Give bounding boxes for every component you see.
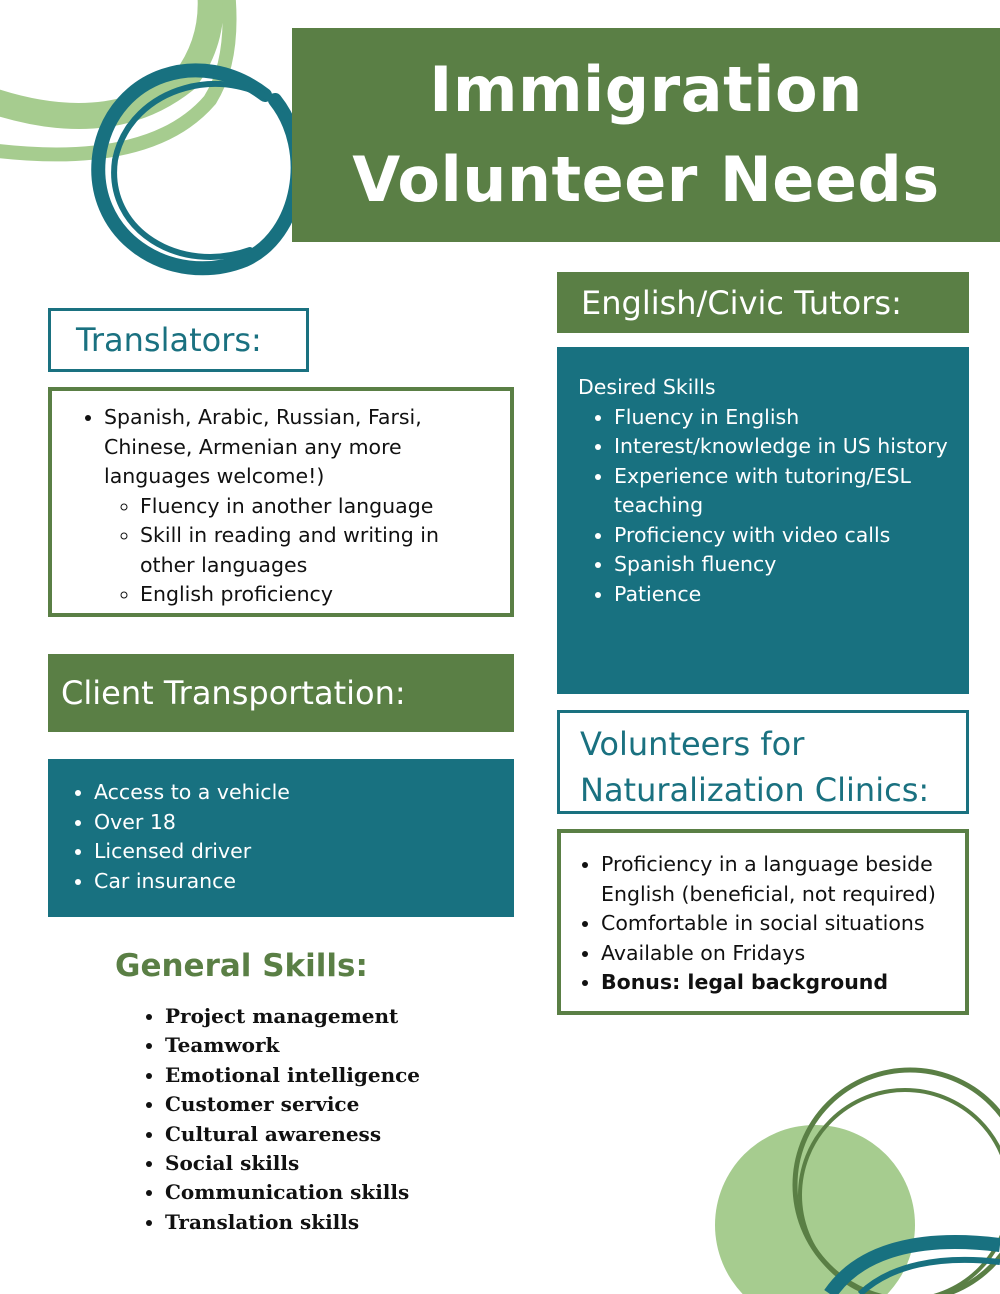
general-skill-item: • Cultural awareness <box>165 1120 420 1149</box>
general-skill-item: • Emotional intelligence <box>165 1061 420 1090</box>
clinics-heading-line-2: Naturalization Clinics: <box>580 771 930 809</box>
general-skills-heading: General Skills: <box>115 948 368 984</box>
transportation-heading: Client Transportation: <box>61 674 406 712</box>
tutors-item: • Experience with tutoring/ESL teaching <box>614 462 949 521</box>
tutors-heading: English/Civic Tutors: <box>581 283 902 322</box>
clinics-item: • Available on Fridays <box>601 939 953 969</box>
clinics-item: • Comfortable in social situations <box>601 909 953 939</box>
translators-box <box>48 387 514 617</box>
title-banner <box>292 28 1000 242</box>
translators-subitem: ◦ Skill in reading and writing in other languages <box>140 521 490 580</box>
clinics-item: • Proficiency in a language beside English (beneficial, not required) <box>601 850 953 909</box>
tutors-item: • Interest/knowledge in US history <box>614 432 949 462</box>
light-green-circle-decoration <box>715 1125 915 1294</box>
transportation-item: • Over 18 <box>94 808 494 838</box>
general-skills-list <box>140 1002 420 1237</box>
tutors-intro: Desired Skills <box>578 375 716 399</box>
tutors-box <box>557 347 969 694</box>
teal-circle-decoration <box>98 70 297 268</box>
title-line-2: Volunteer Needs <box>352 143 940 216</box>
title-line-1: Immigration <box>429 53 863 126</box>
translators-languages-item: • Spanish, Arabic, Russian, Farsi, Chinese, Armenian any more languages welcome!) ◦ Fluency in another language ◦ Skill in reading and writing in other languages ◦ English proficiency <box>104 403 490 610</box>
transportation-item: • Car insurance <box>94 867 494 897</box>
light-green-arc-decoration <box>0 0 211 116</box>
general-skill-item: • Social skills <box>165 1149 420 1178</box>
translators-subitem: ◦ English proficiency <box>140 580 490 610</box>
translators-header <box>48 308 309 372</box>
general-skill-item: • Teamwork <box>165 1031 420 1060</box>
translators-heading: Translators: <box>76 321 262 359</box>
clinics-bonus-item: • Bonus: legal background <box>601 968 953 998</box>
tutors-item: • Proficiency with video calls <box>614 521 949 551</box>
transportation-box <box>48 759 514 917</box>
general-skill-item: • Customer service <box>165 1090 420 1119</box>
transportation-item: • Access to a vehicle <box>94 778 494 808</box>
transportation-header <box>48 654 514 732</box>
green-ring-decoration <box>795 1070 1000 1294</box>
tutors-header <box>557 272 969 333</box>
tutors-item: • Spanish fluency <box>614 550 949 580</box>
tutors-item: • Patience <box>614 580 949 610</box>
general-skill-item: • Project management <box>165 1002 420 1031</box>
teal-arc-decoration <box>830 1242 1000 1294</box>
clinics-box <box>557 829 969 1015</box>
general-skill-item: • Translation skills <box>165 1208 420 1237</box>
transportation-item: • Licensed driver <box>94 837 494 867</box>
clinics-heading-line-1: Volunteers for <box>580 725 805 763</box>
clinics-header <box>557 710 969 814</box>
general-skill-item: • Communication skills <box>165 1178 420 1207</box>
tutors-item: • Fluency in English <box>614 403 949 433</box>
translators-subitem: ◦ Fluency in another language <box>140 492 490 522</box>
